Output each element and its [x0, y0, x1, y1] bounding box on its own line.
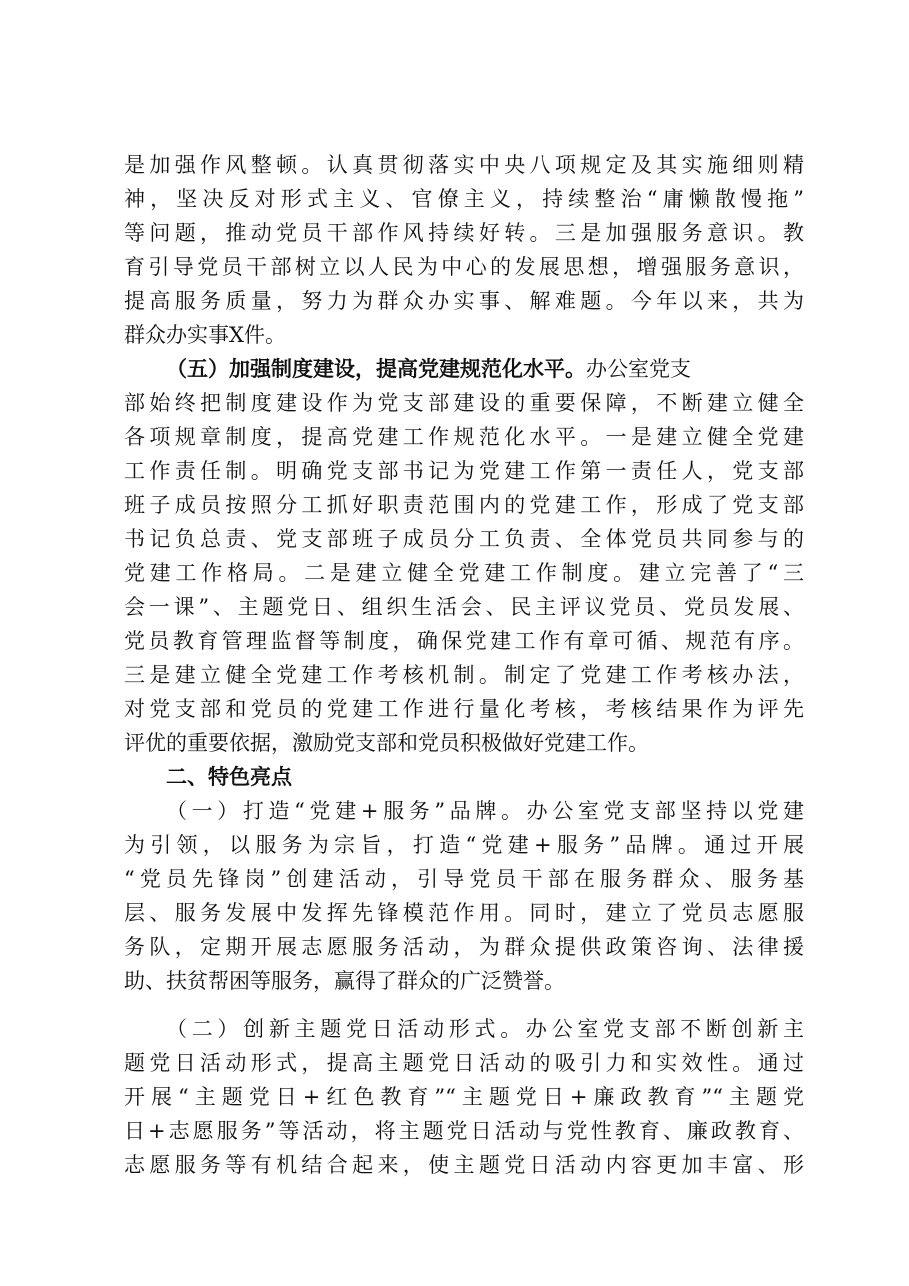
body-line: 班子成员按照分工抓好职责范围内的党建工作，形成了党支部	[124, 493, 804, 517]
body-line: “党员先锋岗”创建活动，引导党员干部在服务群众、服务基	[124, 867, 804, 891]
body-text: 办公室党支	[586, 357, 691, 381]
paragraph-first-line: （一）打造“党建+服务”品牌。办公室党支部坚持以党建	[166, 799, 804, 823]
body-line: 书记负总责、党支部班子成员分工负责、全体党员共同参与的	[124, 527, 804, 551]
body-line: 开展“主题党日+红色教育”“主题党日+廉政教育”“主题党	[124, 1085, 804, 1109]
body-line: 党建工作格局。二是建立健全党建工作制度。建立完善了“三	[124, 561, 804, 585]
body-line: 工作责任制。明确党支部书记为党建工作第一责任人，党支部	[124, 459, 804, 483]
paragraph-first-line: （二）创新主题党日活动形式。办公室党支部不断创新主	[166, 1017, 804, 1041]
body-line: 等问题，推动党员干部作风持续好转。三是加强服务意识。教	[124, 221, 804, 245]
body-line: 层、服务发展中发挥先锋模范作用。同时，建立了党员志愿服	[124, 901, 804, 925]
paragraph-first-line	[166, 352, 804, 386]
body-line: 为引领，以服务为宗旨，打造“党建+服务”品牌。通过开展	[124, 833, 804, 857]
body-line: 务队，定期开展志愿服务活动，为群众提供政策咨询、法律援	[124, 935, 804, 959]
body-line: 党员教育管理监督等制度，确保党建工作有章可循、规范有序。	[124, 629, 804, 653]
body-line: 题党日活动形式，提高主题党日活动的吸引力和实效性。通过	[124, 1051, 804, 1075]
subsection-heading-5: （五）加强制度建设，提高党建规范化水平。	[166, 356, 586, 381]
body-line: 日+志愿服务”等活动，将主题党日活动与党性教育、廉政教育、	[124, 1119, 804, 1143]
body-line: 是加强作风整顿。认真贯彻落实中央八项规定及其实施细则精	[124, 153, 804, 177]
body-line: 群众办实事X件。	[124, 323, 286, 347]
body-line: 提高服务质量，努力为群众办实事、解难题。今年以来，共为	[124, 289, 804, 313]
body-line: 各项规章制度，提高党建工作规范化水平。一是建立健全党建	[124, 425, 804, 449]
body-line: 神，坚决反对形式主义、官僚主义，持续整治“庸懒散慢拖”	[124, 187, 804, 211]
body-line: 志愿服务等有机结合起来，使主题党日活动内容更加丰富、形	[124, 1153, 804, 1177]
body-line: 助、扶贫帮困等服务，赢得了群众的广泛赞誉。	[124, 969, 565, 993]
body-line: 评优的重要依据，激励党支部和党员积极做好党建工作。	[124, 731, 649, 755]
body-line: 对党支部和党员的党建工作进行量化考核，考核结果作为评先	[124, 697, 804, 721]
body-line: 育引导党员干部树立以人民为中心的发展思想，增强服务意识，	[124, 255, 804, 279]
section-heading: 二、特色亮点	[166, 765, 292, 789]
body-line: 部始终把制度建设作为党支部建设的重要保障，不断建立健全	[124, 391, 804, 415]
body-line: 三是建立健全党建工作考核机制。制定了党建工作考核办法，	[124, 663, 804, 687]
body-line: 会一课”、主题党日、组织生活会、民主评议党员、党员发展、	[124, 595, 804, 619]
